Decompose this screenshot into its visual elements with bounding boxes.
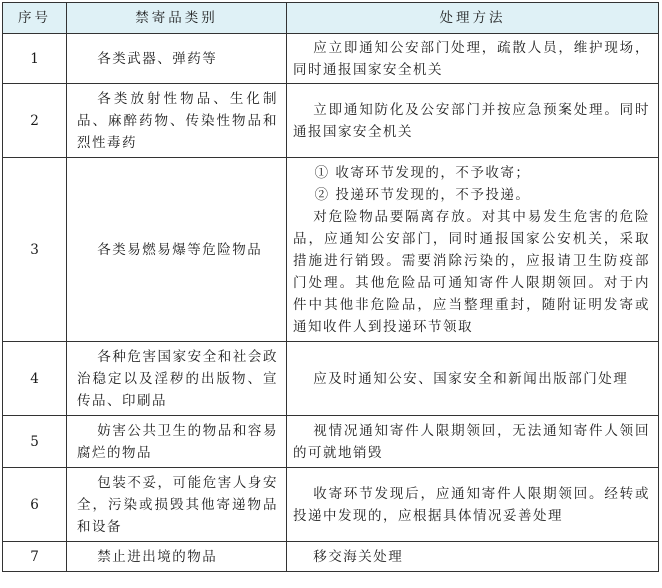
row-no: 7 (3, 542, 67, 572)
header-category: 禁寄品类别 (67, 3, 287, 34)
row-category: 包装不妥，可能危害人身安全，污染或损毁其他寄递物品和设备 (67, 468, 287, 542)
table-row (3, 342, 659, 416)
prohibited-items-table (2, 2, 659, 572)
row-no: 3 (3, 158, 67, 342)
table-row (3, 416, 659, 468)
method-text: 应及时通知公安、国家安全和新闻出版部门处理 (313, 370, 629, 387)
row-method (287, 158, 659, 342)
row-no: 1 (3, 34, 67, 84)
method-text: 应立即通知公安部门处理，疏散人员，维护现场，同时通报国家安全机关 (293, 39, 650, 78)
row-method (287, 542, 659, 572)
row-no: 2 (3, 84, 67, 158)
row-category: 各类放射性物品、生化制品、麻醉药物、传染性物品和烈性毒药 (67, 84, 287, 158)
row-method (287, 84, 659, 158)
header-no: 序号 (3, 3, 67, 34)
row-no: 6 (3, 468, 67, 542)
table-row (3, 34, 659, 84)
method-text: 对危险物品要隔离存放。对其中易发生危害的危险品，应通知公安部门，同时通报国家公安机关，采取措施进行销毁。需要消除污染的，应报请卫生防疫部门处理。其他危险品可通知寄件人限期领回。对于内件中其他非危险品，应当整理重封，随附证明发寄或通知收件人到投递环节领取 (293, 208, 650, 335)
row-no: 5 (3, 416, 67, 468)
method-step: ② 投递环节发现的，不予投递。 (314, 186, 531, 203)
header-row (3, 3, 659, 34)
table-row (3, 158, 659, 342)
row-category: 禁止进出境的物品 (67, 542, 287, 572)
table-row (3, 542, 659, 572)
row-category: 各类武器、弹药等 (67, 34, 287, 84)
method-text: 视情况通知寄件人限期领回，无法通知寄件人领回的可就地销毁 (293, 422, 650, 461)
table-row (3, 84, 659, 158)
header-method: 处理方法 (287, 3, 659, 34)
row-method (287, 342, 659, 416)
row-method (287, 416, 659, 468)
method-text: 移交海关处理 (313, 548, 404, 565)
row-category: 各种危害国家安全和社会政治稳定以及淫秽的出版物、宣传品、印刷品 (67, 342, 287, 416)
row-category: 各类易燃易爆等危险物品 (67, 158, 287, 342)
row-method (287, 34, 659, 84)
table-row (3, 468, 659, 542)
method-step: ① 收寄环节发现的，不予收寄； (314, 164, 531, 181)
method-text: 立即通知防化及公安部门并按应急预案处理。同时通报国家安全机关 (293, 101, 650, 140)
method-text: 收寄环节发现后，应通知寄件人限期领回。经转或投递中发现的，应根据具体情况妥善处理 (293, 485, 650, 524)
row-category: 妨害公共卫生的物品和容易腐烂的物品 (67, 416, 287, 468)
row-method (287, 468, 659, 542)
row-no: 4 (3, 342, 67, 416)
